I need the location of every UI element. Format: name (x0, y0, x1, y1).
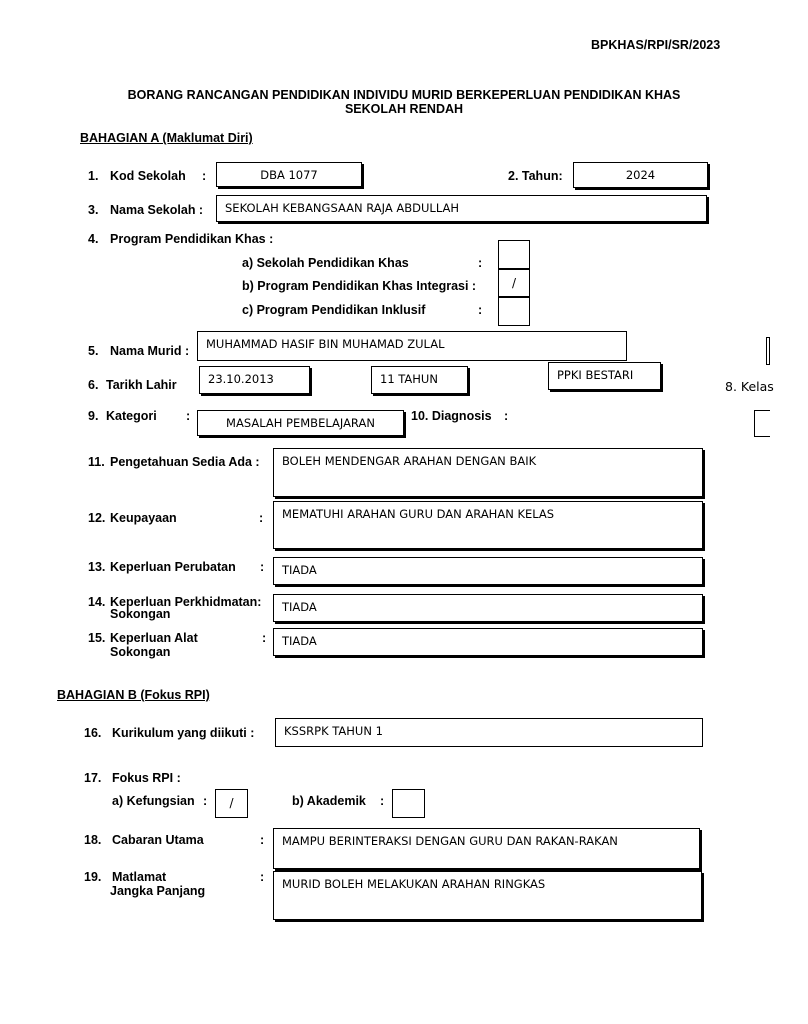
academic-colon: : (380, 794, 385, 808)
age-field[interactable]: 11 TAHUN (371, 366, 468, 394)
field6-number: 6. (88, 378, 99, 392)
field5-number: 5. (88, 344, 99, 358)
school-code-colon: : (202, 169, 207, 183)
option-sekolah-pendidikan-khas-checkbox[interactable] (498, 240, 530, 269)
main-challenge-colon: : (260, 833, 265, 847)
diagnosis-field[interactable] (754, 410, 770, 437)
birth-date-label: Tarikh Lahir (106, 378, 177, 392)
support-services-label-line2: Sokongan (110, 607, 171, 621)
option-inklusif-checkbox[interactable] (498, 297, 530, 326)
support-services-label: Keperluan Perkhidmatan: (110, 595, 262, 609)
diagnosis-colon: : (504, 409, 509, 423)
support-tools-colon: : (262, 631, 267, 645)
option-sekolah-pendidikan-khas-label: a) Sekolah Pendidikan Khas (242, 256, 409, 270)
academic-label: b) Akademik (292, 794, 366, 808)
main-challenge-field[interactable]: MAMPU BERINTERAKSI DENGAN GURU DAN RAKAN-RAKAN (273, 828, 700, 869)
ability-label: Keupayaan (110, 511, 177, 525)
field17-number: 17. (84, 771, 102, 785)
long-term-goal-label: Matlamat (112, 870, 167, 884)
long-term-goal-colon: : (260, 870, 265, 884)
curriculum-label: Kurikulum yang diikuti : (112, 726, 255, 740)
field1-number: 1. (88, 169, 99, 183)
long-term-goal-field[interactable]: MURID BOLEH MELAKUKAN ARAHAN RINGKAS (273, 871, 702, 920)
diagnosis-label: 10. Diagnosis (411, 409, 492, 423)
option-inklusif-label: c) Program Pendidikan Inklusif (242, 303, 426, 317)
field16-number: 16. (84, 726, 102, 740)
birth-date-field[interactable]: 23.10.2013 (199, 366, 310, 394)
class-label: 8. Kelas (725, 379, 774, 394)
field12-number: 12. (88, 511, 106, 525)
category-field[interactable]: MASALAH PEMBELAJARAN (197, 410, 404, 436)
section-b-heading: BAHAGIAN B (Fokus RPI) (57, 688, 210, 702)
year-label: 2. Tahun: (508, 169, 563, 183)
prior-knowledge-label: Pengetahuan Sedia Ada : (110, 455, 260, 469)
field3-number: 3. (88, 203, 99, 217)
field11-number: 11. (88, 455, 105, 469)
ability-field[interactable]: MEMATUHI ARAHAN GURU DAN ARAHAN KELAS (273, 501, 703, 549)
school-code-field[interactable]: DBA 1077 (216, 162, 362, 187)
field9-number: 9. (88, 409, 99, 423)
academic-checkbox[interactable] (392, 789, 425, 818)
program-name-field[interactable]: PPKI BESTARI (548, 362, 661, 390)
medical-needs-label: Keperluan Perubatan (110, 560, 236, 574)
option-c-colon: : (478, 303, 483, 317)
option-integrasi-checkbox[interactable]: / (498, 269, 530, 297)
main-challenge-label: Cabaran Utama (112, 833, 204, 847)
form-title-line1: BORANG RANCANGAN PENDIDIKAN INDIVIDU MURID BERKEPERLUAN PENDIDIKAN KHAS (127, 88, 681, 102)
school-name-label: Nama Sekolah : (110, 203, 204, 217)
functional-checkbox[interactable]: / (215, 789, 248, 818)
option-a-colon: : (478, 256, 483, 270)
prior-knowledge-field[interactable]: BOLEH MENDENGAR ARAHAN DENGAN BAIK (273, 448, 703, 497)
program-label: Program Pendidikan Khas : (110, 232, 274, 246)
support-tools-label: Keperluan Alat (110, 631, 198, 645)
field19-number: 19. (84, 870, 102, 884)
field18-number: 18. (84, 833, 102, 847)
document-code: BPKHAS/RPI/SR/2023 (591, 38, 721, 52)
year-field[interactable]: 2024 (573, 162, 708, 188)
long-term-goal-label-line2: Jangka Panjang (110, 884, 206, 898)
school-name-field[interactable]: SEKOLAH KEBANGSAAN RAJA ABDULLAH (216, 195, 707, 222)
support-tools-label-line2: Sokongan (110, 645, 171, 659)
field14-number: 14. (88, 595, 106, 609)
functional-colon: : (203, 794, 208, 808)
support-tools-field[interactable]: TIADA (273, 628, 703, 656)
medical-needs-field[interactable]: TIADA (273, 557, 703, 585)
student-name-field[interactable]: MUHAMMAD HASIF BIN MUHAMAD ZULAL (197, 331, 627, 361)
field15-number: 15. (88, 631, 106, 645)
form-title-line2: SEKOLAH RENDAH (344, 102, 464, 116)
field4-number: 4. (88, 232, 99, 246)
category-label: Kategori (106, 409, 157, 423)
ability-colon: : (259, 511, 264, 525)
cut-off-field-right-top (766, 337, 770, 365)
section-a-heading: BAHAGIAN A (Maklumat Diri) (80, 131, 253, 145)
support-services-field[interactable]: TIADA (273, 594, 703, 622)
student-name-label: Nama Murid : (110, 344, 190, 358)
curriculum-field[interactable]: KSSRPK TAHUN 1 (275, 718, 703, 747)
functional-label: a) Kefungsian (112, 794, 195, 808)
rpi-focus-label: Fokus RPI : (112, 771, 181, 785)
category-colon: : (186, 409, 191, 423)
medical-needs-colon: : (260, 560, 265, 574)
school-code-label: Kod Sekolah (110, 169, 186, 183)
option-integrasi-label: b) Program Pendidikan Khas Integrasi : (242, 279, 477, 293)
field13-number: 13. (88, 560, 106, 574)
